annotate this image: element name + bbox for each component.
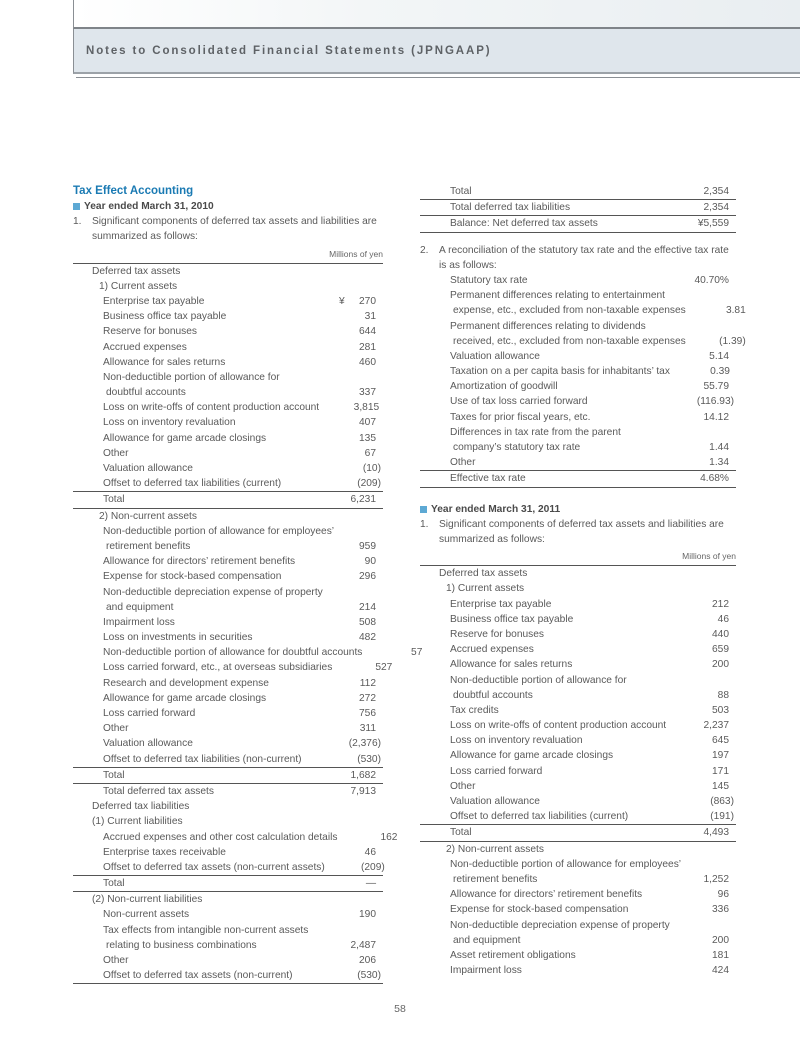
table-row: [420, 303, 746, 318]
table-row: [420, 455, 736, 470]
row-label: Valuation allowance: [450, 350, 540, 362]
table-row: [420, 794, 736, 809]
row-value: 200: [712, 934, 729, 946]
table-row: [73, 845, 383, 860]
table-row: [420, 718, 736, 733]
square-bullet-icon: [73, 203, 80, 210]
row-label: Non-deductible portion of allowance for employees’: [103, 525, 335, 537]
table-row: [420, 748, 736, 763]
row-label: received, etc., excluded from non-taxable expenses: [453, 335, 686, 347]
table-row: [73, 736, 383, 751]
row-label: Other: [103, 955, 129, 967]
dta-label: Deferred tax assets: [92, 265, 181, 277]
table-row: [73, 752, 383, 767]
row-value: 67: [364, 447, 376, 459]
table-row: [73, 968, 383, 984]
header-band: [73, 29, 800, 74]
row-value: 0.39: [710, 366, 730, 378]
row-label: Loss on investments in securities: [103, 632, 253, 644]
table-row: [73, 721, 383, 736]
current-assets-label: 1) Current assets: [446, 583, 525, 595]
row-value: 527: [375, 662, 393, 674]
table-row: [73, 645, 423, 660]
square-bullet-icon: [420, 506, 427, 513]
table-row: [73, 476, 383, 491]
current-assets-label: 1) Current assets: [99, 280, 178, 292]
table-row: [420, 440, 736, 455]
row-label: Tax credits: [450, 704, 499, 716]
table-row: [73, 907, 383, 922]
row-value: 57: [411, 647, 423, 659]
row-value: 145: [712, 780, 729, 792]
row-value: 212: [712, 598, 729, 610]
row-label: Non-deductible depreciation expense of property: [450, 919, 670, 931]
table-row: [420, 948, 736, 963]
row-label: Taxes for prior fiscal years, etc.: [450, 411, 591, 423]
row-value: 645: [712, 735, 729, 747]
row-label: Expense for stock-based compensation: [103, 571, 282, 583]
row-value: [670, 918, 737, 933]
table-row: [73, 860, 383, 875]
row-value: 2,487: [350, 939, 376, 951]
row-value: (1.39): [719, 335, 746, 347]
row-label: Non-current assets: [103, 909, 190, 921]
row-value: 31: [364, 311, 376, 323]
row-label: Permanent differences relating to dividends: [450, 320, 646, 332]
row-value: 171: [712, 765, 729, 777]
table-row: [420, 288, 736, 303]
row-label: Enterprise taxes receivable: [103, 846, 226, 858]
currency-symbol: ¥: [339, 295, 345, 307]
table-row: [73, 539, 383, 554]
row-label: Non-deductible portion of allowance for: [103, 371, 280, 383]
row-label: retirement benefits: [453, 873, 538, 885]
row-value: 440: [712, 628, 729, 640]
table-row: [73, 938, 383, 953]
fy2010-heading: Year ended March 31, 2010: [73, 199, 383, 214]
table-row: [73, 691, 383, 706]
table-row: [420, 334, 746, 349]
table-row: [420, 364, 736, 379]
row-value: 3.81: [725, 305, 746, 317]
fy2010-noncurrent-assets-rows: [73, 524, 423, 767]
current-liabilities-total: Total —: [73, 875, 383, 892]
table-row: [73, 446, 383, 461]
row-label: Offset to deferred tax assets (non-current assets): [103, 861, 325, 873]
row-value: [669, 319, 736, 334]
noncurrent-assets-label: 2) Non-current assets: [446, 843, 544, 855]
row-label: Enterprise tax payable: [450, 598, 552, 610]
table-row: [420, 933, 736, 948]
row-value: [316, 370, 383, 385]
table-row: [420, 597, 736, 612]
table-row: [420, 918, 736, 933]
table-row: [73, 294, 383, 309]
row-label: Allowance for directors’ retirement benefits: [103, 556, 296, 568]
row-label: Research and development expense: [103, 677, 269, 689]
row-label: doubtful accounts: [106, 387, 186, 399]
table-row: [73, 600, 383, 615]
table-row: [73, 569, 383, 584]
row-label: Enterprise tax payable: [103, 295, 205, 307]
fy2011-current-assets-rows: [420, 597, 736, 825]
row-label: Allowance for directors’ retirement benefits: [450, 889, 643, 901]
row-value: [669, 425, 736, 440]
noncurrent-liabilities-label: (2) Non-current liabilities: [92, 894, 203, 906]
section-title: Tax Effect Accounting: [73, 185, 194, 197]
row-value: [669, 288, 736, 303]
row-value: (530): [357, 970, 381, 982]
row-label: Valuation allowance: [450, 796, 540, 808]
row-label: Non-deductible depreciation expense of property: [103, 586, 323, 598]
table-row: [73, 324, 383, 339]
row-value: 311: [359, 723, 376, 735]
row-label: Statutory tax rate: [450, 274, 528, 286]
row-value: 200: [712, 659, 729, 671]
table-row: [420, 612, 736, 627]
row-label: Other: [450, 780, 476, 792]
table-row: [73, 340, 383, 355]
row-value: 460: [359, 356, 376, 368]
table-row: [73, 830, 398, 845]
row-value: 272: [359, 692, 376, 704]
row-label: Differences in tax rate from the parent: [450, 426, 621, 438]
row-label: Loss carried forward, etc., at overseas subsidiaries: [103, 662, 333, 674]
table-row: [73, 309, 383, 324]
current-assets-total: Total 6,231: [73, 491, 383, 508]
row-label: retirement benefits: [106, 540, 191, 552]
table-row: [73, 706, 383, 721]
table-row: [73, 660, 393, 675]
row-label: Expense for stock-based compensation: [450, 904, 629, 916]
table-row: [73, 615, 383, 630]
row-value: 508: [359, 616, 376, 628]
row-label: Taxation on a per capita basis for inhabitants’ tax: [450, 366, 670, 378]
table-row: [420, 703, 736, 718]
row-value: [669, 673, 736, 688]
row-label: Reserve for bonuses: [103, 326, 198, 338]
right-column: [420, 184, 746, 978]
row-label: Asset retirement obligations: [450, 949, 576, 961]
fy2010-current-assets-rows: [73, 294, 383, 491]
row-label: Allowance for sales returns: [450, 659, 573, 671]
row-label: Offset to deferred tax liabilities (current): [450, 811, 629, 823]
row-value: 407: [359, 417, 376, 429]
current-assets-total: Total 4,493: [420, 824, 736, 841]
row-value: [316, 923, 383, 938]
row-value: 1.44: [709, 442, 729, 454]
table-row: [420, 673, 736, 688]
table-row: [420, 642, 736, 657]
row-value: (191): [710, 811, 734, 823]
row-value: 135: [359, 432, 376, 444]
fy2010-noncurrent-liabilities-rows: [73, 907, 383, 984]
row-label: Impairment loss: [450, 965, 522, 977]
fy2011-noncurrent-assets-rows: [420, 857, 736, 979]
reconciliation-rows: [420, 273, 746, 470]
row-label: Non-deductible portion of allowance for: [450, 674, 627, 686]
row-label: Allowance for game arcade closings: [450, 750, 614, 762]
table-row: [73, 630, 383, 645]
row-label: Allowance for game arcade closings: [103, 432, 267, 444]
row-label: Non-deductible portion of allowance for employees’: [450, 858, 682, 870]
total-dtl: Total deferred tax liabilities 2,354: [420, 200, 736, 216]
effective-tax-rate: Effective tax rate 4.68%: [420, 470, 736, 487]
row-value: [334, 524, 401, 539]
table-row: [73, 385, 383, 400]
row-label: Non-deductible portion of allowance for doubtful accounts: [103, 647, 363, 659]
row-label: Loss on inventory revaluation: [103, 417, 236, 429]
dtl-label: Deferred tax liabilities: [92, 801, 190, 813]
row-value: 424: [712, 965, 729, 977]
left-column: [73, 184, 423, 984]
row-label: Other: [103, 723, 129, 735]
row-label: Other: [450, 457, 476, 469]
row-value: 46: [717, 613, 729, 625]
row-label: Valuation allowance: [103, 463, 193, 475]
row-label: Use of tax loss carried forward: [450, 396, 588, 408]
row-value: (10): [362, 463, 381, 475]
row-label: Offset to deferred tax liabilities (current): [103, 478, 282, 490]
row-value: ¥ 270: [316, 294, 383, 309]
row-label: Loss on write-offs of content production account: [103, 402, 320, 414]
table-row: [73, 461, 383, 476]
table-row: [420, 809, 736, 824]
row-label: Permanent differences relating to entertainment: [450, 290, 666, 302]
page-number: 58: [394, 1003, 406, 1015]
table-row: [420, 379, 736, 394]
row-value: 1,252: [703, 873, 729, 885]
row-label: Loss carried forward: [103, 708, 196, 720]
net-dta-balance: Balance: Net deferred tax assets ¥5,559: [420, 216, 736, 232]
current-liabilities-label: (1) Current liabilities: [92, 816, 183, 828]
row-value: (209): [360, 861, 385, 873]
table-row: [420, 963, 736, 978]
row-label: Accrued expenses: [450, 644, 534, 656]
row-value: 214: [359, 601, 376, 613]
table-row: [73, 923, 383, 938]
table-row: [420, 887, 736, 902]
row-value: 40.70%: [694, 274, 729, 286]
noncurrent-liabilities-total: Total 2,354: [420, 184, 736, 200]
table-row: [73, 355, 383, 370]
row-label: Amortization of goodwill: [450, 381, 558, 393]
row-label: relating to business combinations: [106, 939, 257, 951]
table-row: [420, 688, 736, 703]
header-underline: [76, 77, 800, 78]
table-row: [420, 733, 736, 748]
unit-label: Millions of yen: [73, 247, 383, 264]
table-row: [420, 764, 736, 779]
noncurrent-assets-label: 2) Non-current assets: [99, 510, 197, 522]
row-label: Allowance for sales returns: [103, 356, 226, 368]
row-value: 336: [712, 904, 729, 916]
table-row: [420, 779, 736, 794]
table-row: [420, 872, 736, 887]
row-value: 197: [712, 750, 729, 762]
row-label: Accrued expenses and other cost calculation details: [103, 831, 338, 843]
row-value: 88: [717, 689, 729, 701]
row-value: 3,815: [353, 402, 380, 414]
row-value: 55.79: [703, 381, 729, 393]
row-value: 296: [359, 571, 376, 583]
row-label: Other: [103, 447, 129, 459]
table-row: [420, 319, 736, 334]
row-value: 96: [717, 889, 729, 901]
row-label: Reserve for bonuses: [450, 628, 545, 640]
row-value: 162: [380, 831, 398, 843]
row-label: Allowance for game arcade closings: [103, 692, 267, 704]
table-row: [420, 857, 736, 872]
total-dta: Total deferred tax assets 7,913: [103, 785, 376, 797]
row-value: 181: [712, 949, 729, 961]
row-label: Valuation allowance: [103, 738, 193, 750]
table-row: [73, 676, 383, 691]
table-row: [73, 524, 383, 539]
table-row: [420, 273, 736, 288]
table-row: [73, 585, 383, 600]
table-row: [420, 425, 736, 440]
row-label: Business office tax payable: [103, 311, 227, 323]
row-label: Impairment loss: [103, 616, 175, 628]
row-value: (209): [357, 478, 381, 490]
row-value: 503: [712, 704, 729, 716]
row-label: Offset to deferred tax liabilities (non-current): [103, 753, 302, 765]
row-label: company’s statutory tax rate: [453, 442, 581, 454]
fy2010-note2: 2. A reconciliation of the statutory tax rate and the effective tax rate is as follows:: [420, 244, 729, 271]
dta-label: Deferred tax assets: [439, 568, 528, 580]
row-value: 659: [712, 644, 729, 656]
row-label: doubtful accounts: [453, 689, 533, 701]
row-value: 756: [359, 708, 376, 720]
fy2010-current-liabilities-rows: [73, 830, 398, 876]
fy2010-note1: 1. Significant components of deferred tax assets and liabilities are summarized as follows:: [73, 216, 377, 243]
row-value: 14.12: [703, 411, 729, 423]
row-label: Business office tax payable: [450, 613, 574, 625]
row-value: (2,376): [348, 738, 381, 750]
row-value: (116.93): [696, 396, 734, 408]
table-row: [73, 370, 383, 385]
row-value: 959: [359, 540, 376, 552]
row-label: Loss on inventory revaluation: [450, 735, 583, 747]
page-header-title: Notes to Consolidated Financial Statements (JPNGAAP): [86, 45, 492, 57]
row-value: [323, 585, 390, 600]
fy2011-note1: 1. Significant components of deferred tax assets and liabilities are summarized as follows:: [420, 518, 724, 545]
row-label: Loss carried forward: [450, 765, 543, 777]
row-value: 337: [359, 387, 376, 399]
fy2011-heading: Year ended March 31, 2011: [420, 502, 736, 517]
table-row: [420, 902, 736, 917]
row-value: 2,237: [703, 720, 729, 732]
row-value: 5.14: [709, 350, 729, 362]
row-value: 90: [364, 556, 376, 568]
row-value: (863): [710, 796, 734, 808]
noncurrent-assets-total: Total 1,682: [73, 767, 383, 784]
row-label: Loss on write-offs of content production account: [450, 720, 667, 732]
row-value: 482: [359, 632, 376, 644]
row-label: Tax effects from intangible non-current assets: [103, 924, 309, 936]
table-row: [420, 657, 736, 672]
table-row: [420, 394, 736, 409]
row-label: and equipment: [453, 934, 521, 946]
table-row: [73, 431, 383, 446]
row-value: 46: [364, 846, 376, 858]
header-top-panel: [73, 0, 800, 29]
table-row: [420, 349, 736, 364]
row-value: (530): [357, 753, 381, 765]
table-row: [420, 627, 736, 642]
row-value: 1.34: [709, 457, 729, 469]
table-row: [73, 415, 383, 430]
row-value: 644: [359, 326, 376, 338]
row-value: [681, 857, 748, 872]
row-label: Accrued expenses: [103, 341, 187, 353]
row-value: 206: [359, 955, 376, 967]
table-row: [73, 400, 383, 415]
row-value: 112: [359, 677, 376, 689]
row-label: expense, etc., excluded from non-taxable expenses: [453, 305, 686, 317]
unit-label: Millions of yen: [420, 549, 736, 566]
row-value: 281: [359, 341, 376, 353]
row-label: Offset to deferred tax assets (non-current): [103, 970, 293, 982]
table-row: [73, 554, 383, 569]
row-label: and equipment: [106, 601, 174, 613]
table-row: [73, 953, 383, 968]
table-row: [420, 410, 736, 425]
row-value: 190: [359, 909, 376, 921]
